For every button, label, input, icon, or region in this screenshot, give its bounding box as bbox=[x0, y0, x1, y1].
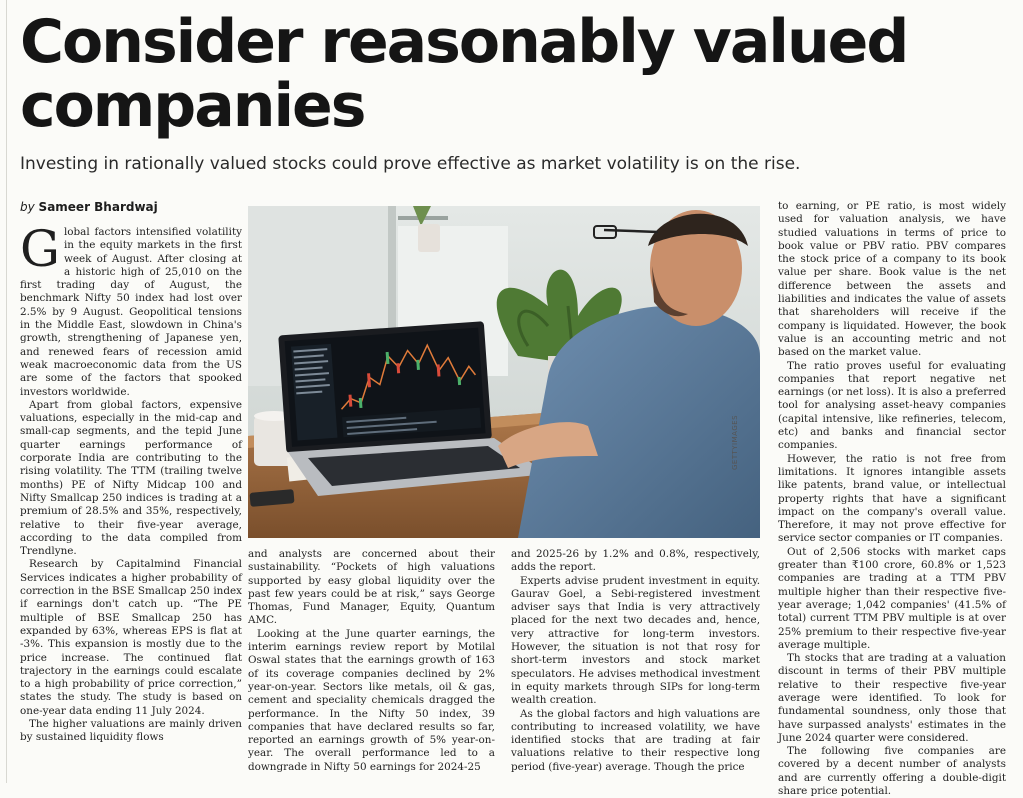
paragraph: and 2025-26 by 1.2% and 0.8%, respectively, adds the report. bbox=[511, 548, 760, 574]
paragraph: However, the ratio is not free from limitations. It ignores intangible assets like patents, brand value, or intellectual property rights that have a significant impact on the company's overall value. Therefore, it may not prove effective for service sector companies or IT companies. bbox=[778, 452, 1006, 545]
article-photo bbox=[248, 206, 760, 538]
lead-paragraph bbox=[20, 220, 242, 399]
article-column-1 bbox=[20, 220, 242, 745]
drop-cap: G bbox=[20, 220, 60, 278]
article-column-2 bbox=[248, 548, 495, 774]
paragraph: The following five companies are covered by a decent number of analysts and are currently offering a double-digit share price potential. bbox=[778, 745, 1006, 798]
paragraph: Apart from global factors, expensive valuations, especially in the mid-cap and small-cap segments, and the tepid June quarter earnings performance of corporate India are contributing to the rising volatility. The TTM (trailing twelve months) PE of Nifty Midcap 100 and Nifty Smallcap 250 indices is trading at a premium of 28.5% and 35%, respectively, relative to their five-year average, according to the data compiled from Trendlyne. bbox=[20, 398, 242, 558]
page-edge-rule bbox=[6, 0, 7, 783]
byline-author: Sameer Bhardwaj bbox=[38, 200, 158, 214]
standfirst: Investing in rationally valued stocks could prove effective as market volatility is on the rise. bbox=[20, 154, 801, 174]
paragraph: Experts advise prudent investment in equity. Gaurav Goel, a Sebi-registered investment adviser says that India is very attractively placed for the next two decades and, hence, very attractive for long-term investors. However, the situation is not that rosy for short-term investors and stock market speculators. He advises methodical investment in equity markets through SIPs for long-term wealth creation. bbox=[511, 574, 760, 707]
paragraph: The higher valuations are mainly driven by sustained liquidity flows bbox=[20, 717, 242, 744]
article-column-3 bbox=[511, 548, 760, 774]
byline-prefix: by bbox=[20, 200, 35, 214]
paragraph: to earning, or PE ratio, is most widely used for valuation analysis, we have studied valuations in terms of price to book value or PBV ratio. PBV compares the stock price of a company to its book value per share. Book value is the net difference between the assets and liabilities and indicates the value of assets that shareholders will receive if the company is liquidated. However, the book value is an accounting metric and not based on the market value. bbox=[778, 200, 1006, 359]
paragraph: Research by Capitalmind Financial Services indicates a higher probability of correction in the BSE Smallcap 250 index if earnings don't catch up. “The PE multiple of BSE Smallcap 250 has expanded by 63%, whereas EPS is flat at -3%. This expansion is mostly due to the price increase. The continued flat trajectory in the earnings could escalate to a high probability of price correction,” states the study. The study is based on one-year data ending 11 July 2024. bbox=[20, 558, 242, 717]
paragraph: Out of 2,506 stocks with market caps greater than ₹100 crore, 60.8% or 1,523 companies are trading at a TTM PBV multiple higher than their respective five-year average; 1,042 companies' (41.5% of total) current TTM PBV multiple is at over 25% premium to their respective five-year average multiple. bbox=[778, 545, 1006, 651]
article-column-4 bbox=[778, 200, 1006, 798]
photo-illustration bbox=[248, 206, 760, 538]
byline bbox=[20, 200, 158, 214]
paragraph: The ratio proves useful for evaluating companies that report negative net earnings (or net loss). It is also a preferred tool for analysing asset-heavy companies (capital intensive, like refineries, telecom, etc) and banks and financial sector companies. bbox=[778, 359, 1006, 452]
paragraph: Th stocks that are trading at a valuation discount in terms of their PBV multiple relative to their respective five-year average were identified. To look for fundamental soundness, only those that have surpassed analysts' estimates in the June 2024 quarter were considered. bbox=[778, 652, 1006, 744]
paragraph: As the global factors and high valuations are contributing to increased volatility, we have identified stocks that are trading at fair valuations relative to their respective long period (five-year) average. Though the price bbox=[511, 707, 760, 773]
headline: Consider reasonably valued companies bbox=[20, 7, 908, 141]
paragraph: and analysts are concerned about their sustainability. “Pockets of high valuations supported by easy global liquidity over the past few years could be at risk,” says George Thomas, Fund Manager, Equity, Quantum AMC. bbox=[248, 548, 495, 627]
paragraph: Looking at the June quarter earnings, the interim earnings review report by Motilal Oswal states that the earnings growth of 163 of its coverage companies declined by 2% year-on-year. Sectors like metals, oil & gas, cement and speciality chemicals dragged the performance. In the Nifty 50 index, 39 companies that have declared results so far, reported an earnings growth of 5% year-on-year. The overall performance led to a downgrade in Nifty 50 earnings for 2024-25 bbox=[248, 627, 495, 773]
lead-paragraph-text: lobal factors intensified volatility in the equity markets in the first week of August. After closing at a historic high of 25,010 on the first trading day of August, the benchmark Nifty 50 index had lost over 2.5% by 9 August. Geopolitical tensions in the Middle East, slowdown in China's growth, strengthening of Japanese yen, and renewed fears of recession amid weak macroeconomic data from the US are some of the factors that spooked investors worldwide. bbox=[20, 226, 242, 398]
photo-credit: GETTYIMAGES bbox=[731, 414, 739, 470]
